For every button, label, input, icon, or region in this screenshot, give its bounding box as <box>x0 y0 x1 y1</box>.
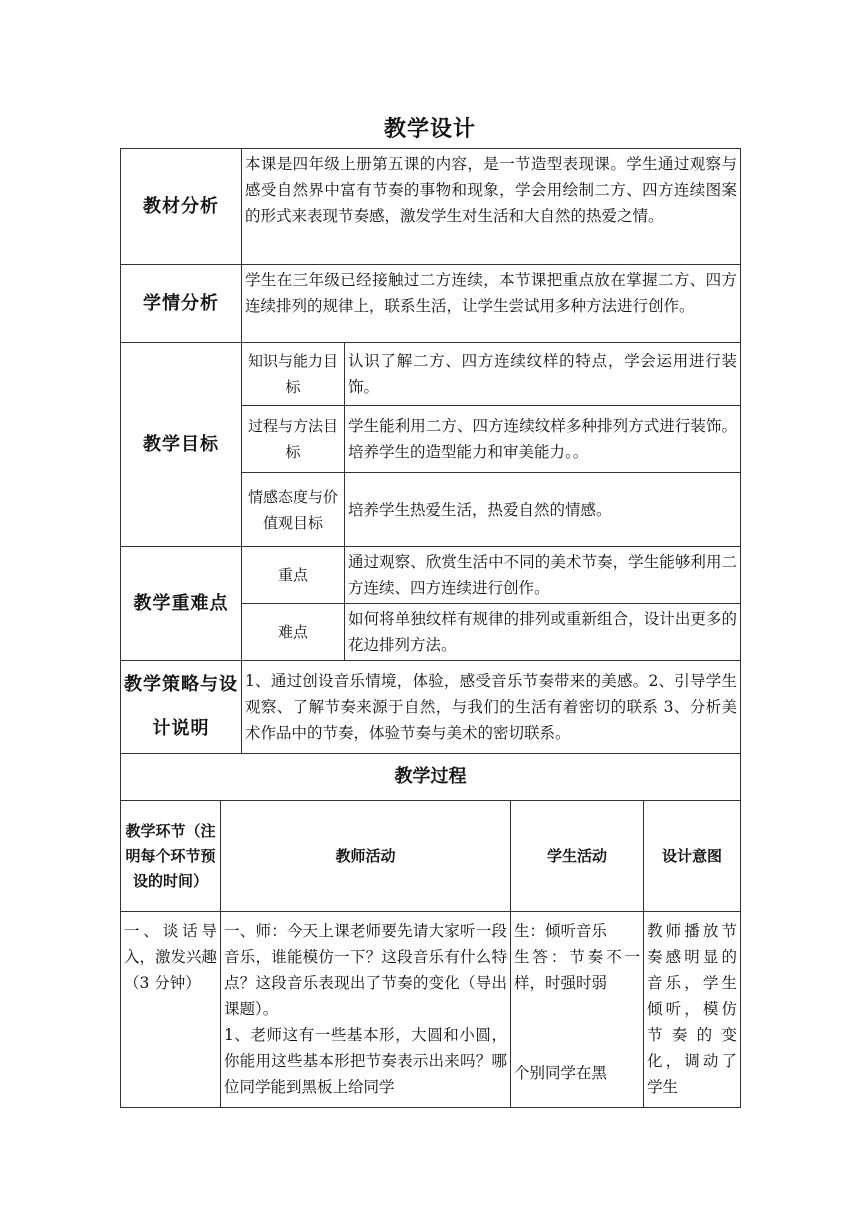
student-activity-paragraph: 生：倾听音乐 <box>514 922 608 940</box>
column-teacher: 教师活动 <box>221 801 511 912</box>
objective-attitude-label: 情感态度与价值观目标 <box>242 473 345 547</box>
objective-knowledge-text: 认识了解二方、四方连续纹样的特点，学会运用进行装饰。 <box>345 343 741 406</box>
objective-knowledge-label: 知识与能力目标 <box>242 343 345 406</box>
student-activity-paragraph: 个别同学在黑 <box>514 1064 608 1082</box>
objective-attitude-text: 培养学生热爱生活，热爱自然的情感。 <box>345 473 741 547</box>
student-activity-paragraph: 生答：节奏不一样，时强时弱 <box>514 948 640 992</box>
material-analysis-text: 本课是四年级上册第五课的内容，是一节造型表现课。学生通过观察与感受自然界中富有节奏的事物和现象，学会用绘制二方、四方连续图案的形式来表现节奏感，激发学生对生活和大自然的热爱之情。 <box>242 149 741 265</box>
teacher-activity-paragraph: 1、老师这有一些基本形，大圆和小圆，你能用这些基本形把节奏表示出来吗？哪位同学能到黑板上给同学 <box>224 1026 507 1096</box>
student-activity-cell <box>511 912 644 1108</box>
process-heading: 教学过程 <box>121 754 741 801</box>
teacher-activity-cell <box>221 912 511 1108</box>
teacher-activity-paragraph: 一、师：今天上课老师要先请大家听一段音乐，谁能模仿一下？这段音乐有什么特点？这段音乐表现出了节奏的变化（导出课题）。 <box>224 922 507 1018</box>
difficult-point-text: 如何将单独纹样有规律的排列或重新组合，设计出更多的花边排列方法。 <box>345 604 741 661</box>
column-student: 学生活动 <box>511 801 644 912</box>
student-analysis-text: 学生在三年级已经接触过二方连续，本节课把重点放在掌握二方、四方连续排列的规律上，联系生活，让学生尝试用多种方法进行创作。 <box>242 265 741 343</box>
lesson-plan-table <box>120 148 740 1108</box>
material-analysis-label: 教材分析 <box>121 149 242 265</box>
objectives-label: 教学目标 <box>121 343 242 547</box>
objective-process-text: 学生能利用二方、四方连续纹样多种排列方式进行装饰。培养学生的造型能力和审美能力。。 <box>345 406 741 473</box>
column-stage: 教学环节（注明每个环节预设的时间） <box>121 801 221 912</box>
document-title: 教学设计 <box>383 117 476 142</box>
key-point-text: 通过观察、欣赏生活中不同的美术节奏，学生能够利用二方连续、四方连续进行创作。 <box>345 547 741 604</box>
design-intent-cell: 教师播放节奏感明显的音乐，学生倾听，模仿节奏的变化，调动了学生 <box>644 912 741 1108</box>
strategy-text: 1、通过创设音乐情境，体验，感受音乐节奏带来的美感。2、引导学生观察、了解节奏来源于自然，与我们的生活有着密切的联系 3、分析美术作品中的节奏，体验节奏与美术的密切联系。 <box>242 661 741 754</box>
column-intent: 设计意图 <box>644 801 741 912</box>
student-analysis-label: 学情分析 <box>121 265 242 343</box>
key-difficult-label: 教学重难点 <box>121 547 242 661</box>
strategy-label: 教学策略与设计说明 <box>121 661 242 754</box>
key-point-label: 重点 <box>242 547 345 604</box>
objective-process-label: 过程与方法目标 <box>242 406 345 473</box>
stage-cell: 一、谈话导入，激发兴趣（3 分钟） <box>121 912 221 1108</box>
difficult-point-label: 难点 <box>242 604 345 661</box>
